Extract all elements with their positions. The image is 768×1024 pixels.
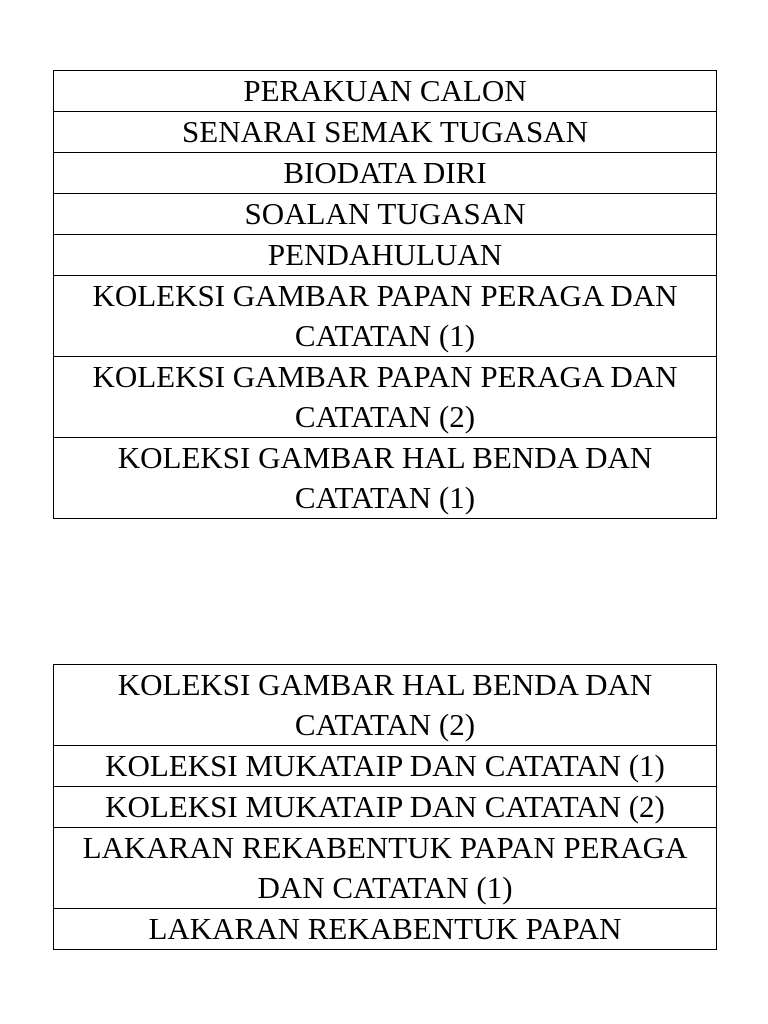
table-cell: SENARAI SEMAK TUGASAN: [54, 112, 717, 153]
table-row: [54, 665, 717, 746]
table-row: [54, 71, 717, 112]
table-row: [54, 235, 717, 276]
contents-table-2: [53, 664, 717, 950]
table-cell: KOLEKSI GAMBAR HAL BENDA DAN CATATAN (2): [54, 665, 717, 746]
table-cell: LAKARAN REKABENTUK PAPAN: [54, 909, 717, 950]
table-row: [54, 438, 717, 519]
table-cell: KOLEKSI GAMBAR PAPAN PERAGA DAN CATATAN (2): [54, 357, 717, 438]
table-cell: SOALAN TUGASAN: [54, 194, 717, 235]
table-cell: PERAKUAN CALON: [54, 71, 717, 112]
table-row: [54, 787, 717, 828]
table-row: [54, 112, 717, 153]
table-row: [54, 746, 717, 787]
table-cell: KOLEKSI GAMBAR HAL BENDA DAN CATATAN (1): [54, 438, 717, 519]
table-cell: BIODATA DIRI: [54, 153, 717, 194]
table-row: [54, 828, 717, 909]
table-cell: KOLEKSI MUKATAIP DAN CATATAN (2): [54, 787, 717, 828]
contents-table-1: [53, 70, 717, 519]
table-row: [54, 153, 717, 194]
table-row: [54, 194, 717, 235]
table-cell: KOLEKSI MUKATAIP DAN CATATAN (1): [54, 746, 717, 787]
table-row: [54, 909, 717, 950]
table-cell: PENDAHULUAN: [54, 235, 717, 276]
table-cell: KOLEKSI GAMBAR PAPAN PERAGA DAN CATATAN (1): [54, 276, 717, 357]
table-row: [54, 357, 717, 438]
table-row: [54, 276, 717, 357]
table-cell: LAKARAN REKABENTUK PAPAN PERAGA DAN CATATAN (1): [54, 828, 717, 909]
